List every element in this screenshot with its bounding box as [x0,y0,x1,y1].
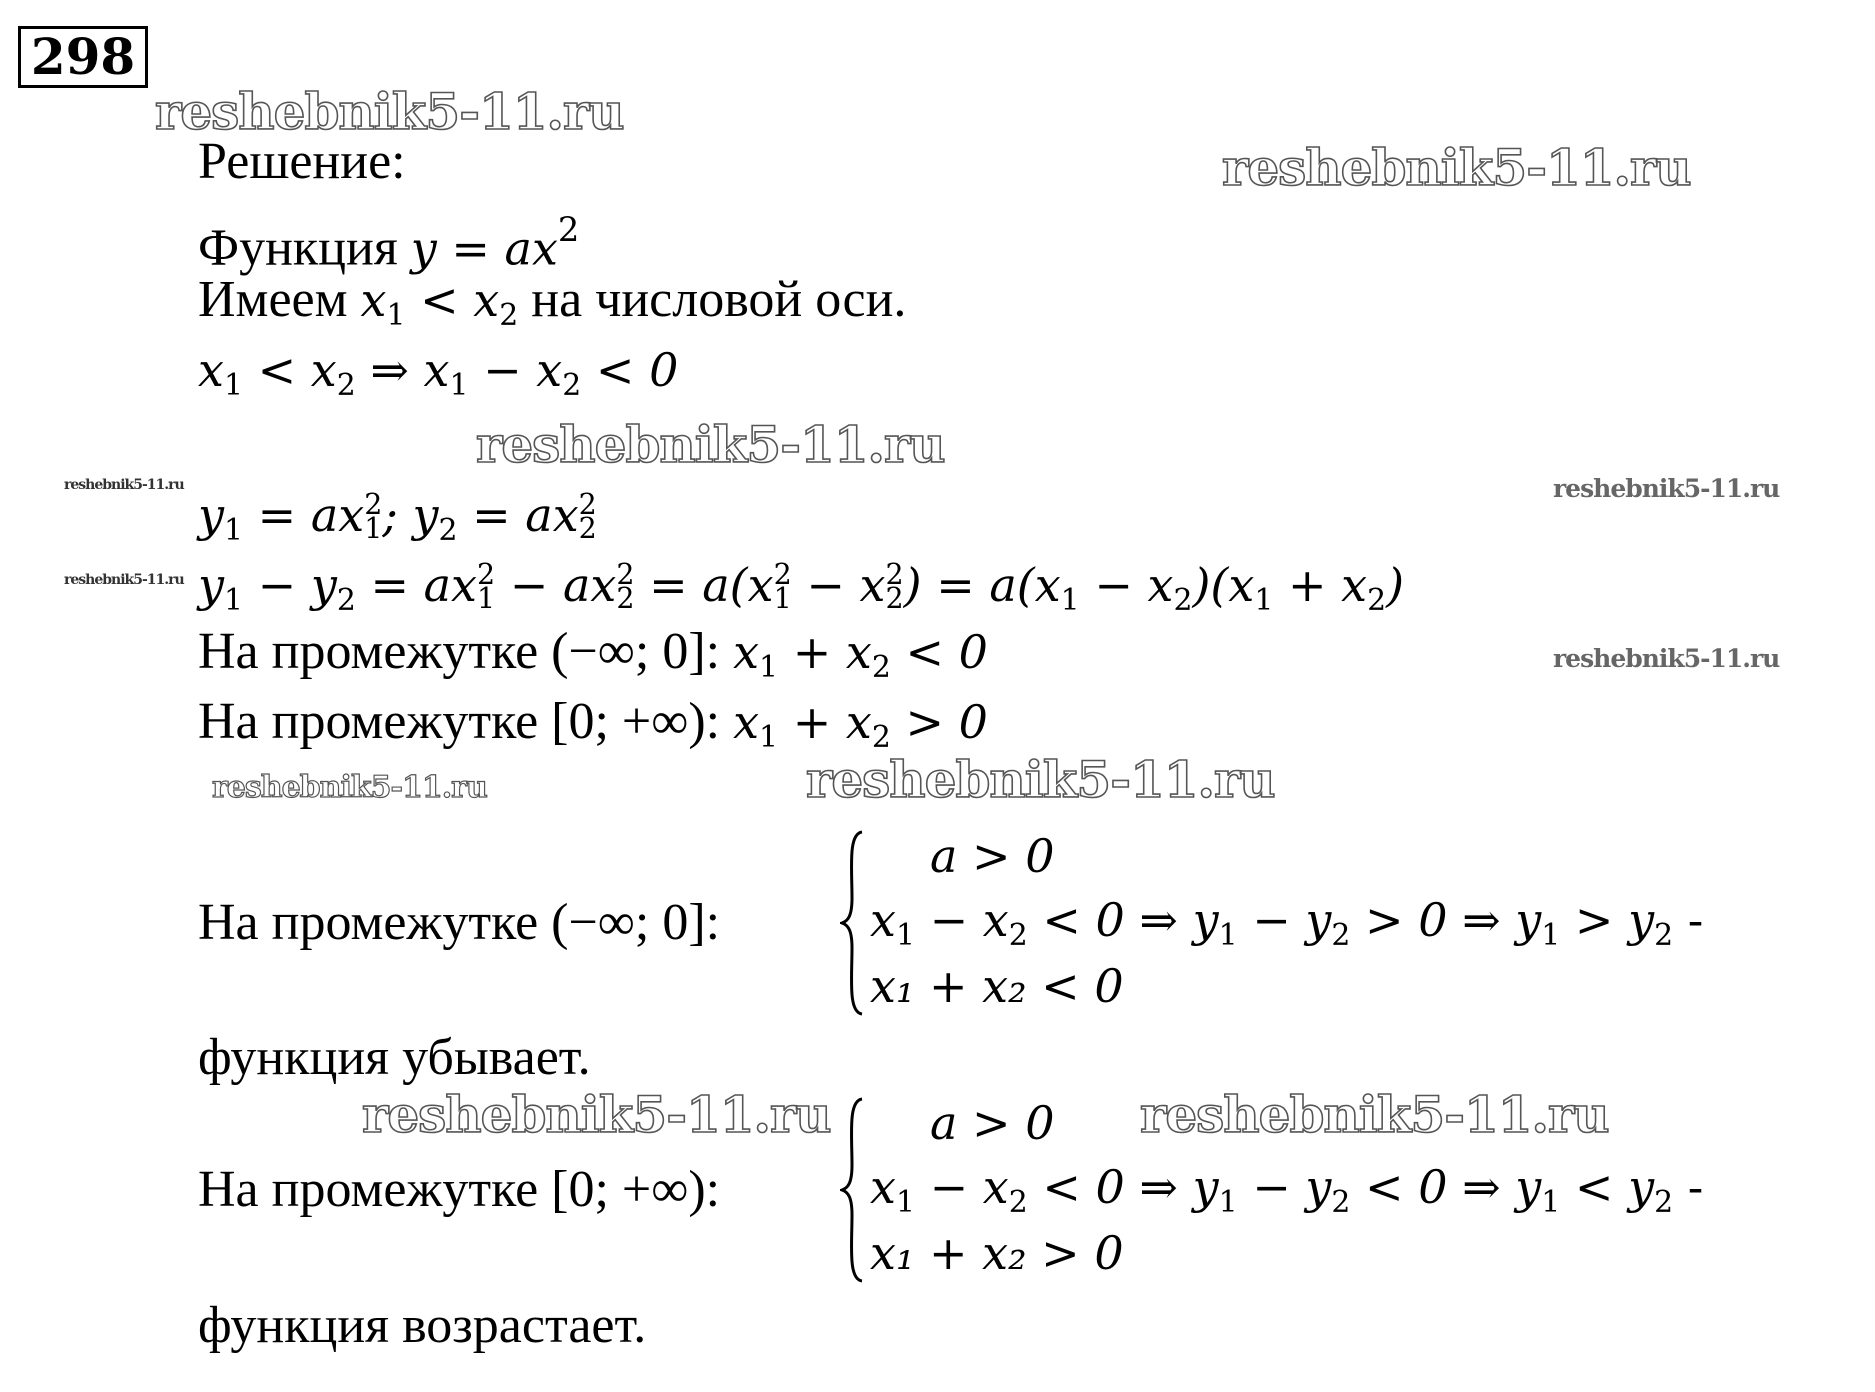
watermark: reshebnik5-11.ru [1222,138,1691,197]
have-line [198,270,906,346]
interval-pos-condition: $x_1 + x_2 > 0$ [733,695,988,755]
system2-label: На промежутке [0; +∞): [198,1161,721,1218]
system1-dash: - [1673,893,1704,947]
interval-neg-label: На промежутке (−∞; 0]: [198,623,734,680]
have-expression: $x_1 < x_2$ [360,273,519,333]
function-exponent: 2 [557,210,580,249]
decreasing-line: функция убывает. [198,1029,591,1086]
have-rest: на числовой оси. [518,271,907,328]
difference-line [198,555,1404,631]
watermark: reshebnik5-11.ru [64,477,184,493]
watermark: reshebnik5-11.ru [1553,474,1780,503]
system1 [840,828,1840,1018]
system1-row1: a > 0 [930,829,1055,883]
watermark: reshebnik5-11.ru [806,750,1275,809]
interval-neg-line [198,622,988,698]
interval-pos-line [198,692,988,768]
function-label: Функция [198,219,411,277]
system2-row2: $x_1 - x_2 < 0$ ⇒ $y_1 - y_2 < 0$ ⇒ $y_1 < y_2$ - [870,1160,1704,1220]
y-values-expression: $y_1$ = ax 2 1 ; $y_2$ = ax 2 2 [198,487,597,548]
solution-heading: Решение: [198,133,406,190]
watermark: reshebnik5-11.ru [155,82,624,141]
system2-dash: - [1673,1160,1704,1214]
watermark: reshebnik5-11.ru [64,572,184,588]
system2-row3: x₁ + x₂ > 0 [870,1226,1124,1280]
increasing-line: функция возрастает. [198,1297,647,1354]
system1-row2: $x_1 - x_2 < 0$ ⇒ $y_1 - y_2 > 0$ ⇒ $y_1 > y_2$ - [870,893,1704,953]
watermark: reshebnik5-11.ru [212,770,487,805]
system1-label: На промежутке (−∞; 0]: [198,894,721,951]
problem-number: 298 [18,26,148,88]
y-values-line [198,485,597,561]
function-line [198,200,579,279]
interval-pos-label: На промежутке [0; +∞): [198,693,734,750]
watermark: reshebnik5-11.ru [1140,1085,1609,1144]
difference-expression: $y_1 - y_2$ = ax 2 1 − ax 2 2 = a(x 2 1 − x 2 2 ) = $a(x_1 - x_2)(x_1 + x_2)$ [198,557,1405,618]
implication-expression: $x_1 < x_2$ ⇒ $x_1 - x_2 < 0$ [198,343,679,403]
left-brace-icon [840,828,866,1018]
system2 [840,1095,1840,1285]
interval-neg-condition: $x_1 + x_2 < 0$ [733,625,988,685]
have-label: Имеем [198,271,361,328]
watermark: reshebnik5-11.ru [362,1085,831,1144]
left-brace-icon [840,1095,866,1285]
implication-line [198,340,678,416]
function-expression: y = ax [410,221,558,276]
watermark: reshebnik5-11.ru [476,415,945,474]
system2-row1: a > 0 [930,1096,1055,1150]
watermark: reshebnik5-11.ru [1553,644,1780,673]
system1-row3: x₁ + x₂ < 0 [870,959,1124,1013]
